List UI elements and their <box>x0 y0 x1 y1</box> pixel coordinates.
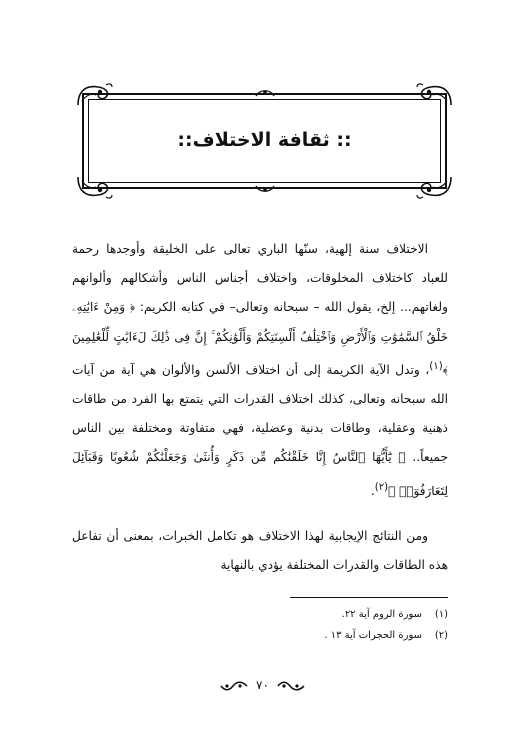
footnote-separator <box>290 597 448 598</box>
footnote-item <box>78 604 448 625</box>
footnote-number: (١) <box>434 609 448 620</box>
chapter-title-frame <box>82 93 447 189</box>
quran-verse: ﴿ وَمِنْ ءَايَٰتِهِۦ خَلْقُ ٱلسَّمَٰوَٰتِ وَٱلْأَرْضِ وَٱخْتِلَٰفُ أَلْسِنَتِكُمْ وَأَلْوَٰنِكُمْ ۚ إِنَّ فِى ذَٰلِكَ لَءَايَٰتٍ لِّلْعَٰلِمِينَ ﴾ <box>72 300 448 377</box>
footnote-item <box>78 625 448 646</box>
paragraph-end: . <box>370 483 375 498</box>
paragraph-text: الاختلاف سنة إلهية، سنّها الباري تعالى على الخليقة وأوجدها رحمة للعباد كاختلاف المخلوقات، واختلاف أجناس الناس وأشكالهم وألوانهم ولغاتهم... إلخ، يقول الله – سبحانه وتعالى– في كتابه الكريم: <box>72 242 449 315</box>
center-ornament-icon <box>255 184 275 194</box>
corner-ornament-icon <box>76 175 114 201</box>
paragraph-text: ، وتدل الآية الكريمة إلى أن اختلاف الألسن والألوان هي آية من آيات الله سبحانه وتعالى، كذلك اختلاف القدرات التي يتمتع بها الفرد من طاقات ذهنية وعقلية، وطاقات بدنية وعضلية، فهي متفاوتة ومختلفة بين الناس جميعاً.. <box>72 362 448 465</box>
corner-ornament-icon <box>415 175 453 201</box>
footnotes <box>78 604 448 646</box>
page-ornament-icon <box>220 681 248 691</box>
corner-ornament-icon <box>415 81 453 107</box>
footnote-text: سورة الحجرات آية ١٣ . <box>324 630 422 641</box>
footnote-number: (٢) <box>434 630 448 641</box>
quran-verse: ﴿ يَٰٓأَيُّهَا ٱلنَّاسُ إِنَّا خَلَقْنَٰكُم مِّن ذَكَرٍ وَأُنثَىٰ وَجَعَلْنَٰكُمْ شُعُوبًا وَقَبَآئِلَ لِتَعَارَفُوٓا۟ ﴾ <box>72 450 448 498</box>
chapter-title: :: ثقافة الاختلاف:: <box>177 129 352 151</box>
paragraph <box>72 235 448 506</box>
footnote-ref: (١) <box>429 360 443 372</box>
page-number-block <box>0 678 525 692</box>
footnote-text: سورة الروم آية ٢٢. <box>341 609 422 620</box>
center-ornament-icon <box>255 88 275 98</box>
page-ornament-icon <box>277 681 305 691</box>
page-number: ٧٠ <box>256 678 269 692</box>
paragraph: ومن النتائج الإيجابية لهذا الاختلاف هو تكامل الخبرات، بمعنى أن تفاعل هذه الطاقات والقدرات المختلفة يؤدي بالنهاية <box>72 528 448 573</box>
corner-ornament-icon <box>76 81 114 107</box>
footnote-ref: (٢) <box>374 481 389 493</box>
body-text <box>72 235 448 580</box>
